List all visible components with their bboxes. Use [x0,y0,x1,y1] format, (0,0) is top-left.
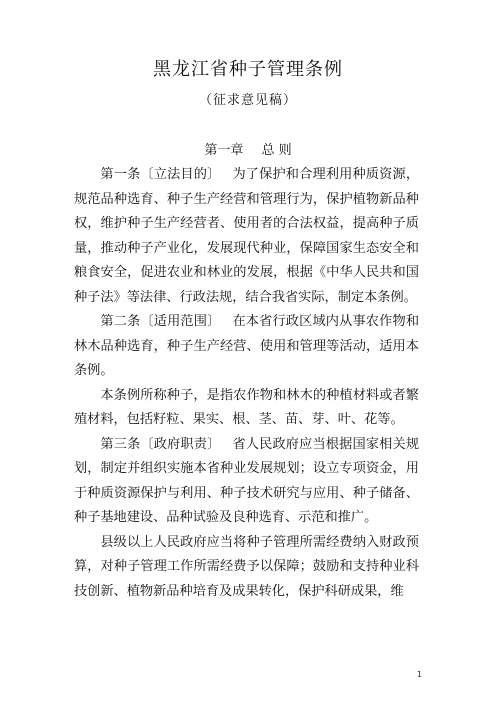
article-3-text-2: 县级以上人民政府应当将种子管理所需经费纳入财政预算，对种子管理工作所需经费予以保障；鼓励和支持种业科技创新、植物新品种培育及成果转化，保护科研成果，维 [74,534,419,599]
article-3-title: 第三条〔政府职责〕 [100,436,221,452]
article-2-paragraph [74,310,419,384]
article-1-paragraph [74,163,419,310]
document-body [74,163,419,604]
document-title: 黑龙江省种子管理条例 [153,59,343,80]
article-1-text: 为了保护和合理利用种质资源，规范品种选育、种子生产经营和管理行为，保护植物新品种权，维护种子生产经营者、使用者的合法权益，提高种子质量，推动种子产业化，发展现代种业，保障国家生态安全和粮食安全，促进农业和林业的发展，根据《中华人民共和国种子法》等法律、行政法规，结合我省实际，制定本条例。 [74,167,420,305]
article-2-text: 在本省行政区域内从事农作物和林木品种选育，种子生产经营、使用和管理等活动，适用本条例。 [74,314,420,378]
article-3-paragraph [74,433,419,531]
article-3-paragraph-2 [74,531,419,605]
chapter-heading [0,141,496,161]
article-2-title: 第二条〔适用范围〕 [100,314,221,329]
chapter-name: 总 则 [261,143,292,158]
article-3-text: 省人民政府应当根据国家相关规划，制定并组织实施本省种业发展规划；设立专项资金，用于种质资源保护与利用、种子技术研究与应用、种子储备、种子基地建设、品种试验及良种选育、示范和推广。 [74,436,420,525]
page-number: 1 [416,670,422,679]
article-1-title: 第一条〔立法目的〕 [100,167,221,182]
article-2-text-2: 本条例所称种子，是指农作物和林木的种植材料或者繁殖材料，包括籽粒、果实、根、茎、苗、芽、叶、花等。 [74,387,419,427]
document-subtitle: （征求意见稿） [198,93,297,108]
article-2-paragraph-2 [74,384,419,433]
chapter-number: 第一章 [204,143,244,158]
